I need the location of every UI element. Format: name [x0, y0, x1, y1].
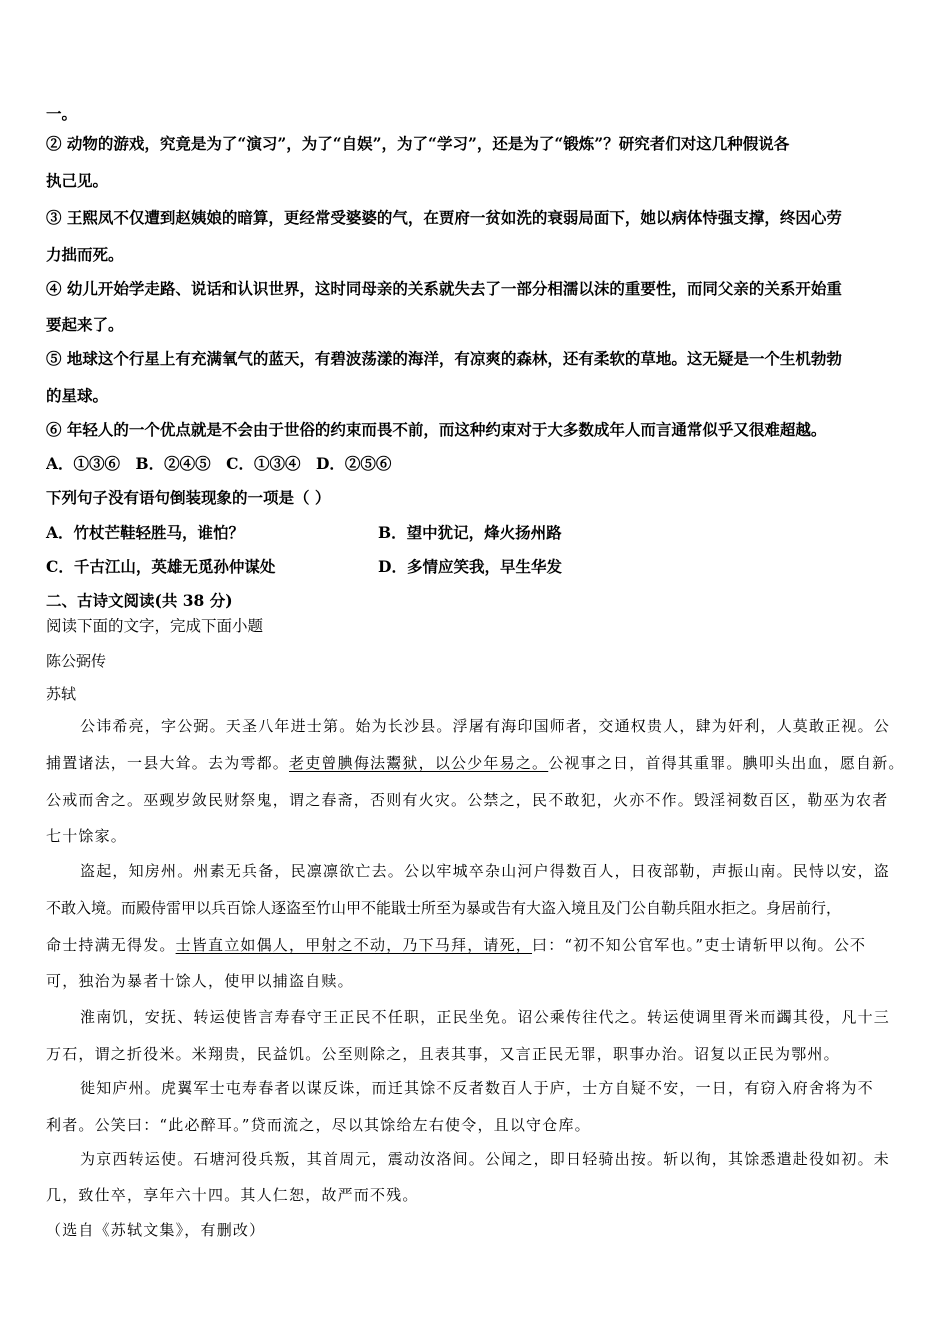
statement-2-line-1: ② 动物的游戏，究竟是为了“演习”，为了“自娱”，为了“学习”，还是为了“锻炼”？研究者们对这几种假说各 — [46, 134, 790, 153]
source-note: （选自《苏轼文集》，有删改） — [46, 1221, 266, 1239]
p4-line-2: 利者。公笑曰：“此必醉耳。”贷而流之，尽以其馀给左右使令，且以守仓库。 — [46, 1116, 591, 1134]
reading-instruction: 阅读下面的文字，完成下面小题 — [46, 617, 264, 635]
p1-line-4: 七十馀家。 — [46, 827, 128, 845]
q2-option-d: D．多情应笑我，早生华发 — [378, 557, 562, 576]
intro-line: 一。 — [46, 104, 78, 123]
section-2-heading: 二、古诗文阅读(共 38 分) — [46, 591, 233, 610]
p5-line-1: 为京西转运使。石塘河役兵叛，其首周元，震动汝洛间。公闻之，即日轻骑出按。斩以徇，其馀悉遣赴役如初。未 — [80, 1150, 891, 1168]
p2-line-1: 盗起，知房州。州素无兵备，民凛凛欲亡去。公以牢城卒杂山河户得数百人，日夜部勒，声振山南。民恃以安，盗 — [80, 862, 891, 880]
p2-line-3-b: 曰：“初不知公官军也。”吏士请斩甲以徇。公不 — [532, 936, 867, 954]
passage-author: 苏轼 — [46, 685, 77, 703]
p1-line-2 — [46, 753, 916, 773]
q2-stem: 下列句子没有语句倒装现象的一项是（ ） — [46, 488, 331, 507]
statement-5-line-1: ⑤ 地球这个行星上有充满氧气的蓝天，有碧波荡漾的海洋，有凉爽的森林，还有柔软的草地。这无疑是一个生机勃勃 — [46, 349, 842, 368]
statement-5-line-2: 的星球。 — [46, 386, 109, 405]
q1-options: A．①③⑥ B．②④⑤ C．①③④ D．②⑤⑥ — [46, 454, 392, 473]
p1-line-3: 公戒而舍之。巫觋岁敛民财祭鬼，谓之春斋，否则有火灾。公禁之，民不敢犯，火亦不作。毁淫祠数百区，勒巫为农者 — [46, 791, 889, 809]
statement-3-line-1: ③ 王熙凤不仅遭到赵姨娘的暗算，更经常受婆婆的气，在贾府一贫如洗的衰弱局面下，她以病体恃强支撑，终因心劳 — [46, 208, 842, 227]
p1-line-1: 公讳希亮，字公弼。天圣八年进士第。始为长沙县。浮屠有海印国师者，交通权贵人，肆为奸利，人莫敢正视。公 — [80, 717, 891, 735]
p1-line-2-a: 捕置诸法，一县大耸。去为雩都。 — [46, 754, 290, 772]
statement-4-line-2: 要起来了。 — [46, 315, 124, 334]
p2-line-2: 不敢入境。而殿侍雷甲以兵百馀人逐盗至竹山甲不能戢士所至为暴或告有大盗入境且及门公自勒兵阻水拒之。身居前行， — [46, 899, 842, 917]
p5-line-2: 几，致仕卒，享年六十四。其人仁恕，故严而不残。 — [46, 1186, 419, 1204]
underlined-sentence-1: 老吏曾腆侮法鬻狱，以公少年易之。 — [289, 754, 549, 772]
p2-line-3 — [46, 935, 916, 955]
passage-title: 陈公弼传 — [46, 652, 107, 670]
q2-option-b: B．望中犹记，烽火扬州路 — [378, 523, 562, 542]
p2-line-4: 可，独治为暴者十馀人，使甲以捕盗自赎。 — [46, 972, 354, 990]
statement-3-line-2: 力拙而死。 — [46, 245, 124, 264]
statement-6-line-1: ⑥ 年轻人的一个优点就是不会由于世俗的约束而畏不前，而这种约束对于大多数成年人而言通常似乎又很难超越。 — [46, 420, 827, 439]
q2-option-a: A．竹杖芒鞋轻胜马，谁怕？ — [46, 523, 245, 542]
statement-4-line-1: ④ 幼儿开始学走路、说话和认识世界，这时同母亲的关系就失去了一部分相濡以沫的重要性，而同父亲的关系开始重 — [46, 279, 842, 298]
q2-option-c: C．千古江山，英雄无觅孙仲谋处 — [46, 557, 276, 576]
statement-2-line-2: 执己见。 — [46, 171, 109, 190]
p2-line-3-a: 命士持满无得发。 — [46, 936, 176, 954]
underlined-sentence-2: 士皆直立如偶人，甲射之不动，乃下马拜，请死， — [175, 936, 533, 954]
p1-line-2-b: 公视事之日，首得其重罪。腆叩头出血，愿自新。 — [548, 754, 905, 772]
p3-line-2: 万石，谓之折役米。米翔贵，民益饥。公至则除之，且表其事，又言正民无罪，职事办治。诏复以正民为鄂州。 — [46, 1045, 840, 1063]
p3-line-1: 淮南饥，安抚、转运使皆言寿春守王正民不任职，正民坐免。诏公乘传往代之。转运使调里胥米而蠲其役，凡十三 — [80, 1008, 891, 1026]
p4-line-1: 徙知庐州。虎翼军士屯寿春者以谋反诛，而迁其馀不反者数百人于庐，士方自疑不安，一日，有窃入府舍将为不 — [80, 1079, 874, 1097]
